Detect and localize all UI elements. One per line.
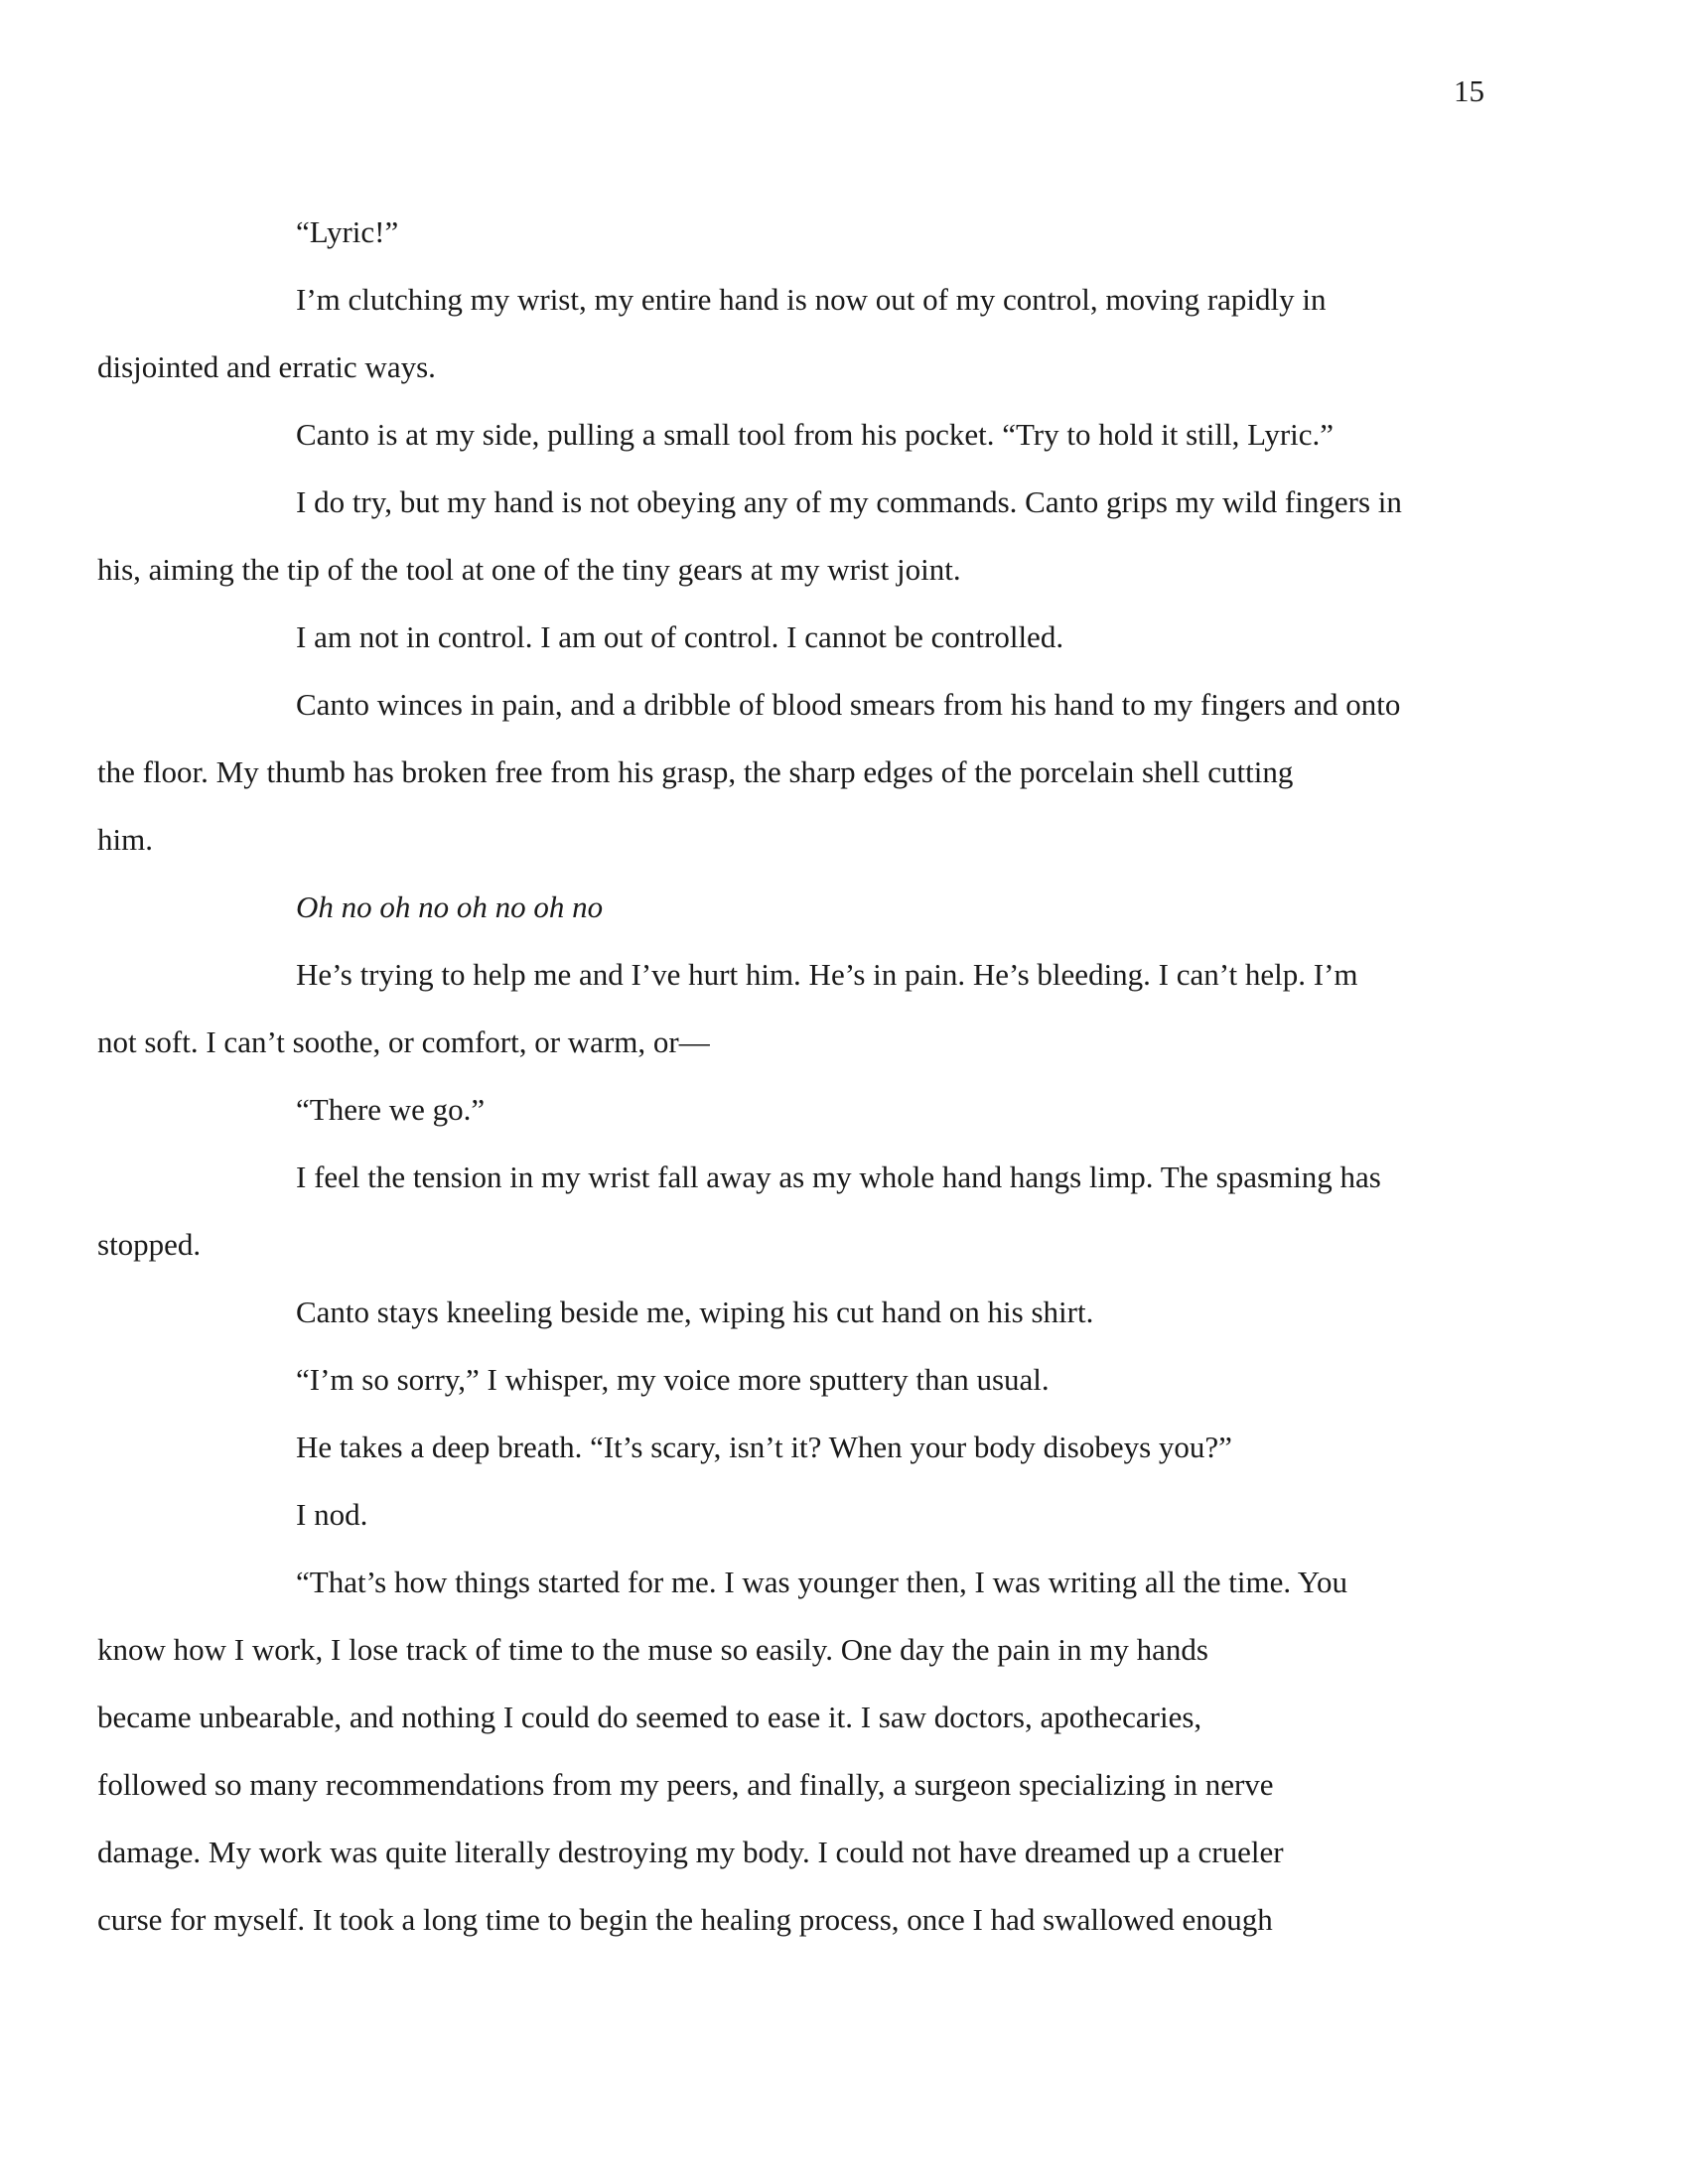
text-line: I nod. (296, 1497, 368, 1532)
paragraph (97, 469, 1487, 604)
paragraph (97, 941, 1487, 1076)
paragraph (97, 671, 1487, 874)
text-line: “I’m so sorry,” I whisper, my voice more sputtery than usual. (296, 1362, 1050, 1397)
text-line: know how I work, I lose track of time to the muse so easily. One day the pain in my hands (97, 1632, 1208, 1667)
paragraph (197, 1346, 1487, 1414)
paragraph (197, 1076, 1487, 1144)
text-line: Canto winces in pain, and a dribble of blood smears from his hand to my fingers and onto (296, 687, 1401, 722)
text-line: He’s trying to help me and I’ve hurt him. He’s in pain. He’s bleeding. I can’t help. I’m (296, 957, 1358, 992)
paragraph (97, 1144, 1487, 1279)
text-line: I am not in control. I am out of control. I cannot be controlled. (296, 619, 1064, 654)
text-line: I feel the tension in my wrist fall away as my whole hand hangs limp. The spasming has (296, 1160, 1381, 1194)
paragraph (97, 266, 1487, 401)
text-line: Canto is at my side, pulling a small tool from his pocket. “Try to hold it still, Lyric.” (296, 417, 1335, 452)
text-line: the floor. My thumb has broken free from his grasp, the sharp edges of the porcelain shell cutting (97, 754, 1294, 789)
paragraph (197, 1414, 1487, 1481)
text-line: Oh no oh no oh no oh no (296, 889, 604, 924)
paragraph (197, 1481, 1487, 1549)
page-number: 15 (1454, 73, 1484, 108)
italic-paragraph (197, 874, 1487, 941)
manuscript-body (97, 199, 1487, 1954)
paragraph (97, 1549, 1487, 1954)
text-line: disjointed and erratic ways. (97, 349, 436, 384)
paragraph (197, 401, 1487, 469)
text-line: became unbearable, and nothing I could do seemed to ease it. I saw doctors, apothecaries, (97, 1700, 1202, 1734)
text-line: I’m clutching my wrist, my entire hand is now out of my control, moving rapidly in (296, 282, 1327, 317)
text-line: “That’s how things started for me. I was younger then, I was writing all the time. You (296, 1565, 1347, 1599)
text-line: not soft. I can’t soothe, or comfort, or warm, or— (97, 1024, 710, 1059)
text-line: “Lyric!” (296, 214, 399, 249)
text-line: damage. My work was quite literally destroying my body. I could not have dreamed up a crueler (97, 1835, 1284, 1869)
text-line: I do try, but my hand is not obeying any of my commands. Canto grips my wild fingers in (296, 484, 1402, 519)
text-line: He takes a deep breath. “It’s scary, isn’t it? When your body disobeys you?” (296, 1430, 1232, 1464)
text-line: his, aiming the tip of the tool at one of the tiny gears at my wrist joint. (97, 552, 961, 587)
text-line: him. (97, 822, 153, 857)
text-line: stopped. (97, 1227, 202, 1262)
text-line: curse for myself. It took a long time to begin the healing process, once I had swallowed enough (97, 1902, 1273, 1937)
paragraph (197, 604, 1487, 671)
paragraph (197, 1279, 1487, 1346)
text-line: Canto stays kneeling beside me, wiping his cut hand on his shirt. (296, 1295, 1094, 1329)
paragraph (197, 199, 1487, 266)
text-line: “There we go.” (296, 1092, 486, 1127)
text-line: followed so many recommendations from my peers, and finally, a surgeon specializing in nerve (97, 1767, 1274, 1802)
